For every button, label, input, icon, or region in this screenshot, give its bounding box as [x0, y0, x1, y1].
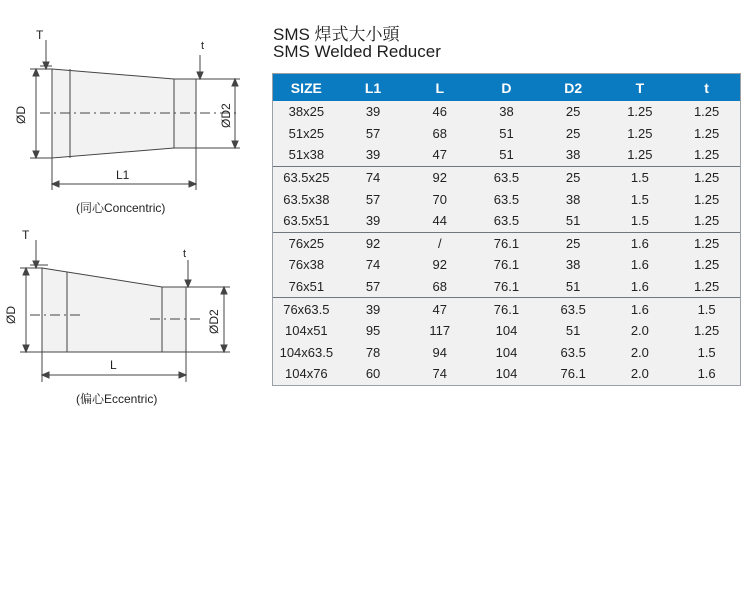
- column-header-t: t: [673, 74, 740, 101]
- column-header-size: SIZE: [273, 74, 340, 101]
- table-cell-l1: 57: [340, 276, 407, 298]
- table-cell-t: 1.6: [673, 363, 740, 385]
- table-cell-l1: 95: [340, 320, 407, 342]
- table-cell-l1: 39: [340, 298, 407, 320]
- table-cell-t: 1.6: [607, 254, 674, 276]
- table-cell-l1: 74: [340, 254, 407, 276]
- table-cell-size: 104x76: [273, 363, 340, 385]
- table-cell-l: 44: [406, 210, 473, 232]
- table-cell-size: 76x63.5: [273, 298, 340, 320]
- table-cell-d2: 38: [540, 254, 607, 276]
- table-cell-l1: 78: [340, 342, 407, 364]
- table-cell-size: 104x63.5: [273, 342, 340, 364]
- table-cell-t: 1.6: [607, 232, 674, 254]
- table-cell-d2: 51: [540, 210, 607, 232]
- concentric-small-t-label: t: [201, 40, 205, 52]
- concentric-l1-label: L1: [116, 168, 130, 182]
- table-cell-d2: 38: [540, 188, 607, 210]
- table-cell-d2: 63.5: [540, 342, 607, 364]
- table-cell-size: 51x38: [273, 144, 340, 166]
- table-cell-t: 1.5: [673, 298, 740, 320]
- table-cell-d2: 25: [540, 232, 607, 254]
- table-body: [273, 101, 740, 385]
- table-cell-t: 1.5: [607, 210, 674, 232]
- table-row: [273, 166, 740, 188]
- table-cell-l: /: [406, 232, 473, 254]
- table-cell-l: 70: [406, 188, 473, 210]
- concentric-d2-label: ØD2: [219, 103, 233, 128]
- table-cell-l: 47: [406, 144, 473, 166]
- table-cell-d: 76.1: [473, 254, 540, 276]
- table-cell-t: 1.25: [673, 210, 740, 232]
- table-row: [273, 188, 740, 210]
- table-cell-l: 117: [406, 320, 473, 342]
- column-header-l: L: [406, 74, 473, 101]
- table-cell-l: 94: [406, 342, 473, 364]
- column-header-l1: L1: [340, 74, 407, 101]
- table-cell-l1: 39: [340, 101, 407, 123]
- table-cell-d2: 51: [540, 276, 607, 298]
- title-chinese: SMS 焊式大小頭: [273, 25, 400, 44]
- eccentric-d2-label: ØD2: [207, 309, 221, 334]
- table-cell-t: 2.0: [607, 363, 674, 385]
- table-cell-t: 1.25: [673, 166, 740, 188]
- table-cell-d: 104: [473, 342, 540, 364]
- table-cell-d: 76.1: [473, 232, 540, 254]
- table-cell-l: 46: [406, 101, 473, 123]
- concentric-t-label: T: [36, 28, 44, 42]
- table-cell-l: 92: [406, 254, 473, 276]
- table-cell-size: 63.5x25: [273, 166, 340, 188]
- table-cell-size: 104x51: [273, 320, 340, 342]
- table-cell-l: 68: [406, 276, 473, 298]
- table-cell-t: 1.6: [607, 276, 674, 298]
- table-cell-d: 63.5: [473, 210, 540, 232]
- table-cell-t: 1.25: [673, 123, 740, 145]
- table-cell-t: 1.5: [607, 166, 674, 188]
- table-row: [273, 363, 740, 385]
- eccentric-small-t-label: t: [183, 248, 187, 260]
- table-cell-l: 74: [406, 363, 473, 385]
- table-cell-d2: 38: [540, 144, 607, 166]
- eccentric-d-label: ØD: [4, 306, 18, 324]
- table-row: [273, 254, 740, 276]
- table-cell-d: 51: [473, 123, 540, 145]
- table-cell-t: 2.0: [607, 320, 674, 342]
- table-cell-d: 104: [473, 320, 540, 342]
- eccentric-t-label: T: [22, 228, 30, 242]
- table-cell-size: 76x38: [273, 254, 340, 276]
- table-cell-t: 1.25: [673, 254, 740, 276]
- table-cell-l1: 39: [340, 144, 407, 166]
- table-cell-size: 76x51: [273, 276, 340, 298]
- table-cell-size: 51x25: [273, 123, 340, 145]
- table-cell-d2: 25: [540, 123, 607, 145]
- eccentric-reducer-diagram: [0, 0, 270, 420]
- table-row: [273, 123, 740, 145]
- table-cell-l: 47: [406, 298, 473, 320]
- table-cell-l: 92: [406, 166, 473, 188]
- table-cell-d2: 76.1: [540, 363, 607, 385]
- table-row: [273, 144, 740, 166]
- table-cell-size: 76x25: [273, 232, 340, 254]
- table-cell-t: 1.5: [607, 188, 674, 210]
- table-cell-t: 1.6: [607, 298, 674, 320]
- table-cell-t: 1.25: [673, 320, 740, 342]
- spec-table: [273, 74, 740, 385]
- concentric-d-label: ØD: [14, 106, 28, 124]
- table-cell-l1: 92: [340, 232, 407, 254]
- table-cell-d2: 63.5: [540, 298, 607, 320]
- table-cell-t: 2.0: [607, 342, 674, 364]
- table-row: [273, 342, 740, 364]
- column-header-t: T: [607, 74, 674, 101]
- table-row: [273, 232, 740, 254]
- table-cell-size: 63.5x51: [273, 210, 340, 232]
- table-cell-t: 1.25: [673, 276, 740, 298]
- table-cell-d: 38: [473, 101, 540, 123]
- column-header-d: D: [473, 74, 540, 101]
- table-cell-d: 51: [473, 144, 540, 166]
- table-cell-t: 1.25: [607, 101, 674, 123]
- table-cell-d2: 25: [540, 166, 607, 188]
- table-cell-t: 1.25: [673, 188, 740, 210]
- column-header-d2: D2: [540, 74, 607, 101]
- table-row: [273, 210, 740, 232]
- table-cell-size: 38x25: [273, 101, 340, 123]
- table-cell-d: 63.5: [473, 188, 540, 210]
- eccentric-caption: (偏心Eccentric): [76, 392, 158, 406]
- eccentric-l-label: L: [110, 358, 117, 372]
- table-cell-l1: 57: [340, 188, 407, 210]
- table-cell-d: 76.1: [473, 276, 540, 298]
- table-cell-t: 1.25: [673, 144, 740, 166]
- table-cell-d2: 51: [540, 320, 607, 342]
- table-cell-size: 63.5x38: [273, 188, 340, 210]
- table-header-row: [273, 74, 740, 101]
- table-cell-t: 1.5: [673, 342, 740, 364]
- table-cell-t: 1.25: [673, 101, 740, 123]
- table-cell-l1: 74: [340, 166, 407, 188]
- table-row: [273, 298, 740, 320]
- concentric-caption: (同心Concentric): [76, 201, 166, 215]
- table-cell-t: 1.25: [673, 232, 740, 254]
- table-cell-l: 68: [406, 123, 473, 145]
- table-cell-l1: 57: [340, 123, 407, 145]
- table-cell-d: 63.5: [473, 166, 540, 188]
- spec-table-container: [272, 73, 741, 386]
- table-row: [273, 276, 740, 298]
- table-cell-d: 104: [473, 363, 540, 385]
- table-row: [273, 101, 740, 123]
- title-english: SMS Welded Reducer: [273, 42, 441, 61]
- table-cell-t: 1.25: [607, 144, 674, 166]
- table-cell-d: 76.1: [473, 298, 540, 320]
- table-cell-d2: 25: [540, 101, 607, 123]
- table-row: [273, 320, 740, 342]
- table-cell-l1: 39: [340, 210, 407, 232]
- table-cell-t: 1.25: [607, 123, 674, 145]
- table-cell-l1: 60: [340, 363, 407, 385]
